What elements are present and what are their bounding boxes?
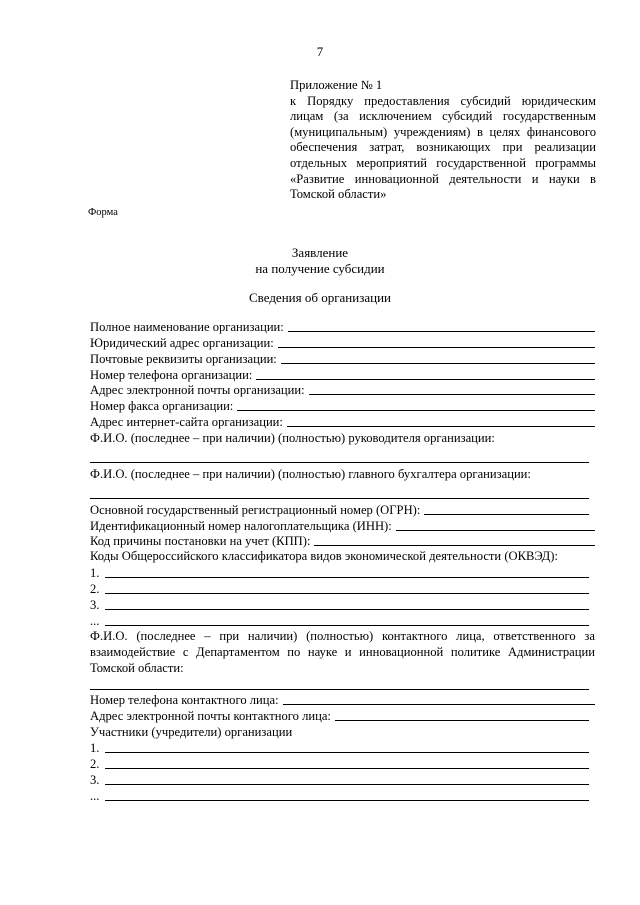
field-label: Ф.И.О. (последнее – при наличии) (полностью) руководителя организации: — [90, 431, 495, 446]
okved-item — [90, 597, 595, 613]
appendix-text: к Порядку предоставления субсидий юридическим лицам (за исключением субсидий государственным (муниципальным) учреждениям) в целях финансового обеспечения затрат, возникающих при реализации отдельных мероприятий государственной программы «Развитие инновационной деятельности и науки в Томской области» — [290, 93, 596, 202]
field-label: Код причины постановки на учет (КПП): — [90, 534, 311, 549]
full-name-input-line[interactable] — [288, 330, 595, 332]
okved-input-line-1[interactable] — [105, 576, 589, 578]
field-ogrn — [90, 502, 595, 518]
contact-email-input-line[interactable] — [335, 719, 589, 721]
item-number: 1. — [90, 741, 100, 756]
item-number: ... — [90, 613, 100, 628]
field-website — [90, 414, 595, 430]
field-email — [90, 383, 595, 399]
field-label: Номер телефона организации: — [90, 367, 253, 382]
website-input-line[interactable] — [287, 425, 595, 427]
founder-input-line-2[interactable] — [105, 767, 589, 769]
field-contact-phone — [90, 693, 595, 709]
field-accountant-line — [90, 486, 595, 502]
accountant-input-line[interactable] — [90, 497, 589, 499]
legal-address-input-line[interactable] — [278, 346, 595, 348]
page-number: 7 — [316, 44, 324, 59]
director-input-line[interactable] — [90, 461, 589, 463]
field-director — [90, 430, 595, 446]
okved-item — [90, 613, 595, 629]
okved-input-line-more[interactable] — [105, 624, 589, 626]
fax-input-line[interactable] — [237, 409, 595, 411]
founder-input-line-3[interactable] — [105, 783, 589, 785]
founder-input-line-1[interactable] — [105, 751, 589, 753]
field-label: Номер телефона контактного лица: — [90, 693, 279, 708]
field-label: Участники (учредители) организации — [90, 725, 293, 740]
founders-item — [90, 740, 595, 756]
item-number: 3. — [90, 598, 100, 613]
field-label: Почтовые реквизиты организации: — [90, 351, 277, 366]
founders-item — [90, 788, 595, 804]
field-label: Адрес электронной почты организации: — [90, 383, 305, 398]
field-phone — [90, 367, 595, 383]
field-contact-person-line — [90, 677, 595, 693]
field-label: Номер факса организации: — [90, 399, 234, 414]
section-title: Сведения об организации — [248, 290, 392, 305]
inn-input-line[interactable] — [396, 529, 595, 531]
field-founders — [90, 724, 595, 740]
field-kpp — [90, 534, 595, 550]
field-label: Полное наименование организации: — [90, 319, 284, 334]
field-label: Адрес интернет-сайта организации: — [90, 415, 283, 430]
contact-person-input-line[interactable] — [90, 688, 589, 690]
phone-input-line[interactable] — [256, 378, 595, 380]
document-title: Заявление — [291, 245, 349, 260]
kpp-input-line[interactable] — [314, 544, 595, 546]
okved-input-line-2[interactable] — [105, 592, 589, 594]
item-number: 3. — [90, 772, 100, 787]
field-contact-email — [90, 708, 595, 724]
field-legal-address — [90, 335, 595, 351]
field-label: Идентификационный номер налогоплательщика (ИНН): — [90, 518, 392, 533]
field-label: Юридический адрес организации: — [90, 335, 274, 350]
appendix-heading: Приложение № 1 — [290, 78, 383, 92]
okved-input-line-3[interactable] — [105, 608, 589, 610]
field-fax — [90, 398, 595, 414]
appendix-block — [290, 78, 596, 203]
okved-label: Коды Общероссийского классификатора видов экономической деятельности (ОКВЭД): — [90, 549, 558, 564]
form-label: Форма — [88, 207, 118, 218]
field-postal-details — [90, 351, 595, 367]
item-number: 1. — [90, 566, 100, 581]
contact-phone-input-line[interactable] — [283, 703, 595, 705]
founders-item — [90, 772, 595, 788]
field-director-line — [90, 450, 595, 466]
document-subtitle: на получение субсидии — [255, 261, 385, 276]
okved-item — [90, 581, 595, 597]
organization-form — [90, 319, 595, 804]
okved-item — [90, 565, 595, 581]
item-number: 2. — [90, 582, 100, 597]
postal-details-input-line[interactable] — [281, 362, 595, 364]
contact-person-label: Ф.И.О. (последнее – при наличии) (полностью) контактного лица, ответственного за взаимодействие с Департаментом по науке и инновационной политике Администрации Томской области: — [90, 628, 595, 675]
field-label: Основной государственный регистрационный номер (ОГРН): — [90, 502, 421, 517]
founder-input-line-more[interactable] — [105, 799, 589, 801]
field-label: Ф.И.О. (последнее – при наличии) (полностью) главного бухгалтера организации: — [90, 466, 531, 481]
item-number: 2. — [90, 757, 100, 771]
field-inn — [90, 518, 595, 534]
email-input-line[interactable] — [309, 393, 595, 395]
field-full-name — [90, 319, 595, 335]
item-number: ... — [90, 788, 100, 803]
ogrn-input-line[interactable] — [424, 513, 589, 515]
founders-item — [90, 756, 595, 772]
field-accountant — [90, 466, 595, 482]
field-label: Адрес электронной почты контактного лица: — [90, 709, 331, 724]
